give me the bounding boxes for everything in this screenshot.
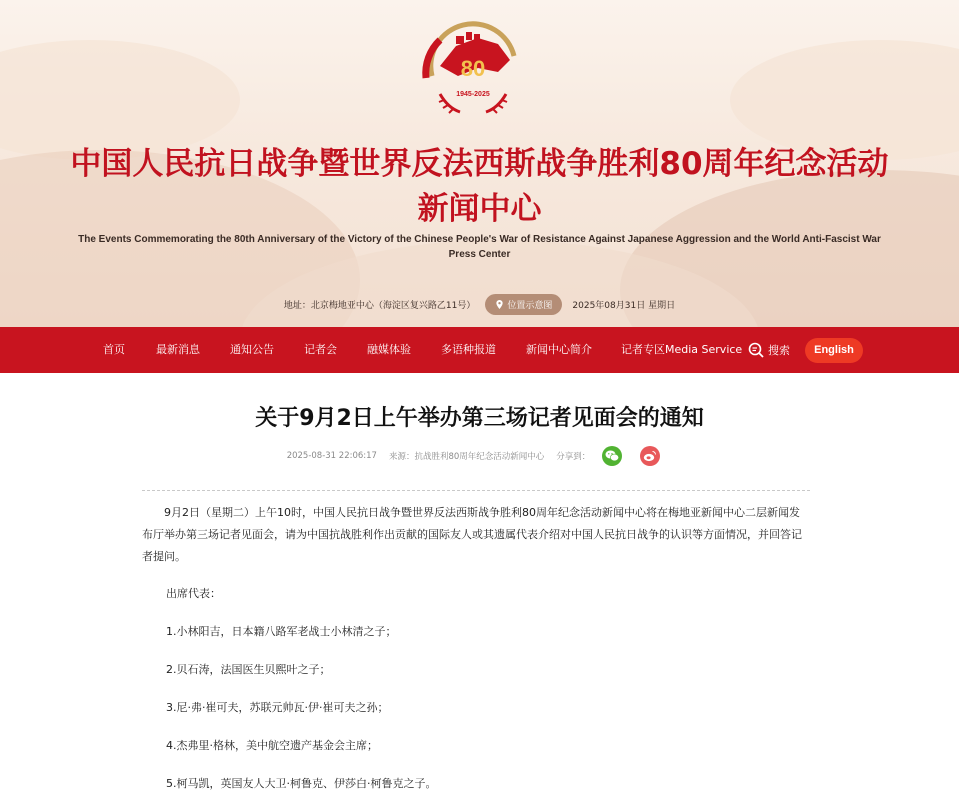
attendees-label: 出席代表： [166,587,221,600]
list-item: 5.柯马凯，英国友人大卫·柯鲁克、伊莎白·柯鲁克之子。 [166,777,437,790]
nav-item-press-conference[interactable]: 记者会 [304,343,337,356]
article-body [142,502,810,795]
article-source: 来源：抗战胜利80周年纪念活动新闻中心 [388,452,545,462]
content-divider [142,490,810,491]
address-text: 地址：北京梅地亚中心（海淀区复兴路乙11号） [283,301,476,311]
search-label: 搜索 [768,344,790,357]
english-subtitle: Press Center [448,249,511,260]
article-meta [0,446,959,466]
search-button[interactable] [748,340,790,360]
map-button-label: 位置示意图 [507,301,553,311]
share-label: 分享到： [556,452,591,462]
site-header [0,0,959,327]
nav-item-media-experience[interactable]: 融媒体验 [367,343,411,356]
english-title: The Events Commemorating the 80th Anniversary of the Victory of the Chinese People's War of Resistance Against Japanese Aggression and the World Anti-Fascist War [78,234,881,245]
wechat-icon [605,450,619,462]
nav-item-media-service[interactable]: 记者专区Media Service [621,343,743,356]
english-button[interactable]: English [805,338,863,363]
article-timestamp: 2025-08-31 22:06:17 [286,451,377,461]
page-header-subtitle: 新闻中心 [417,191,542,227]
nav-item-latest-news[interactable]: 最新消息 [156,343,200,356]
header-info-row [0,294,959,315]
nav-item-multilingual[interactable]: 多语种报道 [441,343,496,356]
date-text: 2025年08月31日 星期日 [572,301,676,311]
weibo-share-button[interactable] [640,446,660,466]
article-title: 关于9月2日上午举办第三场记者见面会的通知 [255,406,704,431]
nav-item-home[interactable]: 首页 [103,343,125,356]
map-button[interactable] [485,294,562,315]
list-item: 3.尼·弗·崔可夫，苏联元帅瓦·伊·崔可夫之孙； [166,701,389,714]
svg-text:80: 80 [460,56,486,81]
page-header-title: 中国人民抗日战争暨世界反法西斯战争胜利80周年纪念活动 [70,146,889,182]
nav-item-announcements[interactable]: 通知公告 [230,343,274,356]
wechat-share-button[interactable] [602,446,622,466]
location-pin-icon [495,300,504,309]
nav-item-about-center[interactable]: 新闻中心简介 [526,343,592,356]
list-item: 2.贝石涛，法国医生贝熙叶之子； [166,663,331,676]
main-nav [0,327,959,373]
article-intro: 9月2日（星期二）上午10时，中国人民抗日战争暨世界反法西斯战争胜利80周年纪念活动新闻中心将在梅地亚新闻中心二层新闻发布厅举办第三场记者见面会，请为中国抗战胜利作出贡献的国际友人或其遗属代表介绍对中国人民抗日战争的认识等方面情况，并回答记者提问。 [142,506,802,563]
weibo-icon [643,450,657,462]
search-icon [748,342,764,358]
list-item: 1.小林阳吉，日本籍八路军老战士小林清之子； [166,625,397,638]
list-item: 4.杰弗里·格林，美中航空遗产基金会主席； [166,739,378,752]
svg-text:1945-2025: 1945-2025 [456,91,490,98]
great-wall-80-emblem-icon [418,16,528,120]
